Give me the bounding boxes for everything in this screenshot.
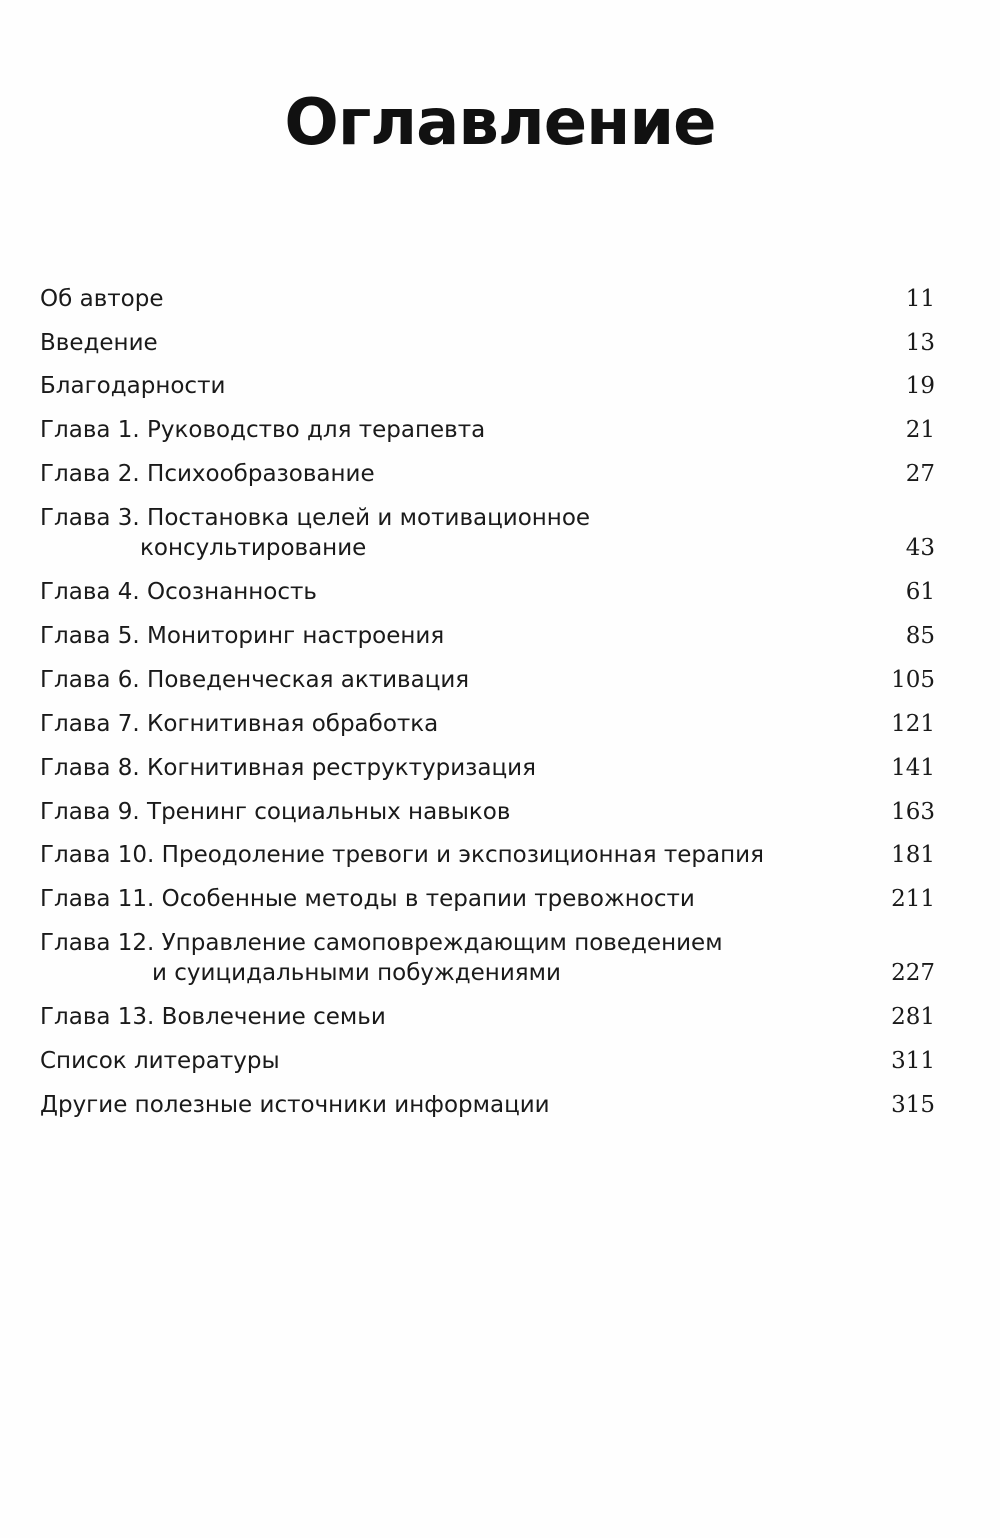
toc-entry-title: Глава 1. Руководство для терапевта — [40, 417, 486, 443]
toc-entry-title: Глава 4. Осознанность — [40, 579, 317, 605]
toc-entry — [40, 928, 935, 988]
toc-page-number: 85 — [905, 623, 935, 649]
toc-entry-label — [40, 797, 855, 827]
toc-entry-title: Глава 7. Когнитивная обработка — [40, 711, 439, 737]
page-title: Оглавление — [284, 86, 716, 160]
toc-entry-title: Глава 2. Психообразование — [40, 461, 375, 487]
toc-page-number: 227 — [891, 960, 935, 986]
toc-entry-label — [40, 503, 855, 563]
toc-entry — [40, 371, 935, 401]
toc-entry-label — [40, 753, 855, 783]
toc-entry-label — [40, 928, 855, 988]
toc-page-number: 281 — [891, 1004, 935, 1030]
toc-entry — [40, 840, 935, 870]
toc-page-number: 105 — [891, 667, 935, 693]
toc-entry-title-continuation: консультирование — [140, 535, 367, 561]
toc-entry — [40, 1090, 935, 1120]
toc-entry-label — [40, 328, 855, 358]
toc-page-number: 315 — [891, 1092, 935, 1118]
toc-entry-label — [40, 1002, 855, 1032]
toc-entry-label — [40, 840, 855, 870]
toc-entry-title: Другие полезные источники информации — [40, 1092, 550, 1118]
toc-entry — [40, 459, 935, 489]
toc-entry-title: Глава 11. Особенные методы в терапии тревожности — [40, 886, 695, 912]
toc-entry-label — [40, 415, 855, 445]
toc-page-number: 163 — [891, 799, 935, 825]
toc-entry-title: Глава 6. Поведенческая активация — [40, 667, 470, 693]
toc-entry-title: Глава 9. Тренинг социальных навыков — [40, 799, 511, 825]
toc-entry-label — [40, 621, 855, 651]
toc-entry-title: Глава 8. Когнитивная реструктуризация — [40, 755, 536, 781]
toc-entry-title: Глава 13. Вовлечение семьи — [40, 1004, 386, 1030]
toc-entry-title: Благодарности — [40, 373, 226, 399]
toc-page-number: 121 — [891, 711, 935, 737]
toc-page-number: 43 — [905, 535, 935, 561]
toc-entry-label — [40, 459, 855, 489]
toc-entry-title: Об авторе — [40, 286, 164, 312]
toc-entry — [40, 284, 935, 314]
toc-page-number: 13 — [905, 330, 935, 356]
toc-entry — [40, 709, 935, 739]
toc-entry — [40, 621, 935, 651]
toc-page-number: 27 — [905, 461, 935, 487]
toc-entry — [40, 797, 935, 827]
toc-entry-title: Введение — [40, 330, 158, 356]
toc-entry — [40, 884, 935, 914]
toc-page-number: 311 — [891, 1048, 935, 1074]
toc-entry-title: Глава 10. Преодоление тревоги и экспозиционная терапия — [40, 842, 764, 868]
toc-entry — [40, 503, 935, 563]
toc-entry — [40, 1002, 935, 1032]
toc-page-number: 211 — [891, 886, 935, 912]
toc-entry-title: Глава 3. Постановка целей и мотивационное — [40, 505, 591, 531]
toc-entry — [40, 753, 935, 783]
toc-entry — [40, 1046, 935, 1076]
toc-entry-label — [40, 665, 855, 695]
toc-entry — [40, 577, 935, 607]
toc-entry-label — [40, 1090, 855, 1120]
toc-entry-title: Глава 5. Мониторинг настроения — [40, 623, 445, 649]
toc-page-number: 141 — [891, 755, 935, 781]
toc-entry — [40, 665, 935, 695]
toc-entry-label — [40, 371, 855, 401]
toc-page-number: 181 — [891, 842, 935, 868]
toc-page-number: 21 — [905, 417, 935, 443]
toc-entry-title: Глава 12. Управление самоповреждающим поведением — [40, 930, 723, 956]
toc-entry-title: Список литературы — [40, 1048, 280, 1074]
toc-entry-label — [40, 709, 855, 739]
toc-page-number: 11 — [905, 286, 935, 312]
toc-entry — [40, 328, 935, 358]
toc-entry — [40, 415, 935, 445]
toc-entry-label — [40, 884, 855, 914]
toc-entry-title-continuation: и суицидальными побуждениями — [152, 960, 561, 986]
toc-page-number: 61 — [905, 579, 935, 605]
toc-entry-label — [40, 284, 855, 314]
toc-entry-label — [40, 1046, 855, 1076]
toc-entry-label — [40, 577, 855, 607]
toc-page-number: 19 — [905, 373, 935, 399]
